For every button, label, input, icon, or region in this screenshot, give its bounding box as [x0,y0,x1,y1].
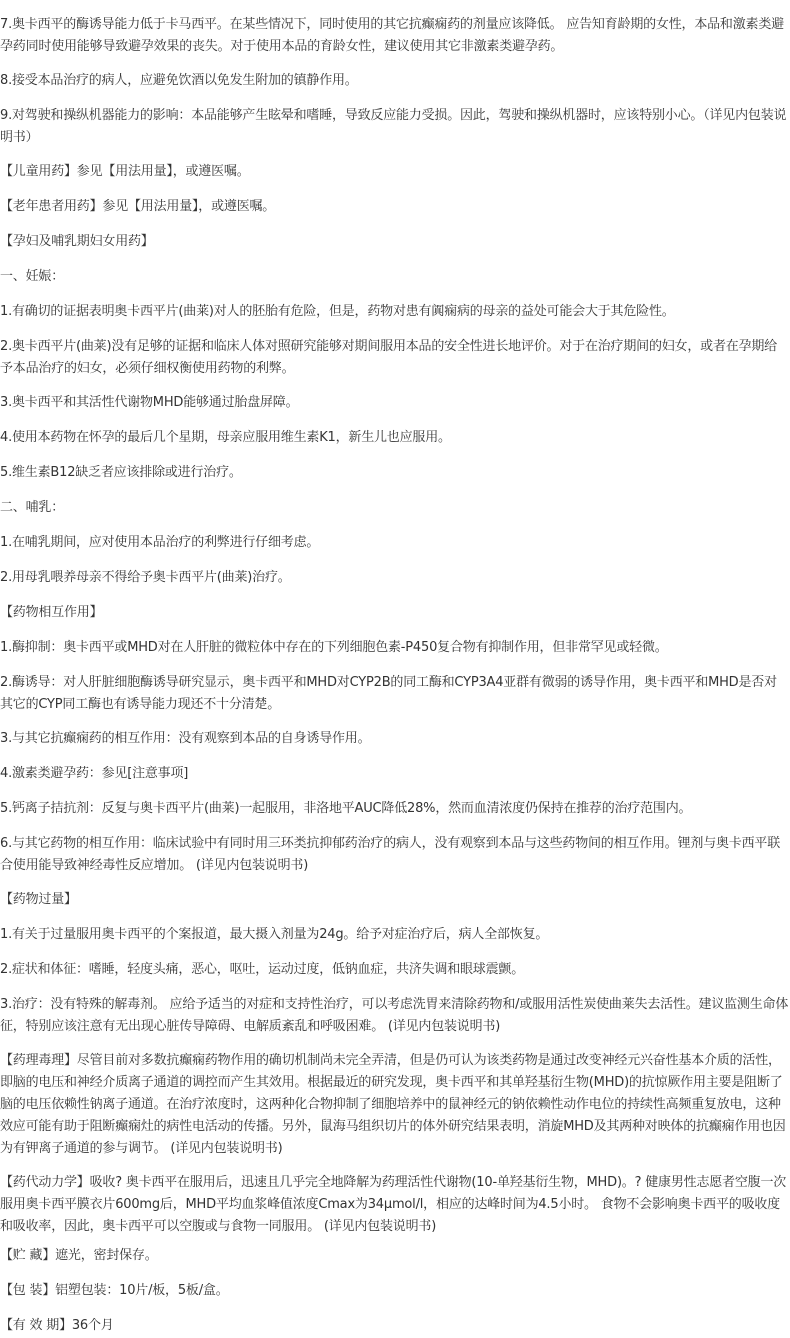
paragraph-note-8-alcohol: 8.接受本品治疗的病人，应避免饮酒以免发生附加的镇静作用。 [0,73,358,88]
paragraph-overdose-2: 2.症状和体征：嗜睡，轻度头痛，恶心，呕吐，运动过度，低钠血症，共济失调和眼球震颤。 [0,962,525,977]
paragraph-pregnancy-4: 4.使用本药物在怀孕的最后几个星期，母亲应服用维生素K1，新生儿也应服用。 [0,430,451,445]
paragraph-interaction-6: 6.与其它药物的相互作用：临床试验中有同时用三环类抗抑郁药治疗的病人，没有观察到本品与这些药物间的相互作用。锂剂与奥卡西平联合使用能导致神经毒性反应增加。 (详见内包装说明书) [0,836,781,873]
paragraph-lactation-1: 1.在哺乳期间，应对使用本品治疗的利弊进行仔细考虑。 [0,535,320,550]
paragraph-pharmacology-toxicology: 【药理毒理】尽管目前对多数抗癫痫药物作用的确切机制尚未完全弄清，但是仍可认为该类药物是通过改变神经元兴奋性基本介质的活性，即脑的电压和神经介质离子通道的调控而产生其效用。根据最近的研究发现，奥卡西平和其单羟基衍生物(MHD)的抗惊厥作用主要是阻断了脑的电压依赖性钠离子通道。在治疗浓度时，这两种化合物抑制了细胞培养中的鼠神经元的钠依赖性动作电位的持续性高频重复放电，这种效应可能有助于阻断癫痫灶的病性电活动的传播。另外，鼠海马组织切片的体外研究结果表明，消旋MHD及其两种对映体的抗癫痫作用也因为有钾离子通道的参与调节。 (详见内包装说明书) [0,1053,786,1156]
paragraph-expiry: 【有 效 期】36个月 [0,1318,114,1333]
subheading-pregnancy: 一、妊娠： [0,269,65,284]
paragraph-pharmacokinetics: 【药代动力学】吸收? 奥卡西平在服用后，迅速且几乎完全地降解为药理活性代谢物(10-单羟基衍生物，MHD)。? 健康男性志愿者空腹一次服用奥卡西平膜衣片600mg后，MHD平均血浆峰值浓度Cmax为34μmol/l，相应的达峰时间为4.5小时。 食物不会影响奥卡西平的吸收度和吸收率，因此，奥卡西平可以空腹或与食物一同服用。 (详见内包装说明书) [0,1175,787,1234]
heading-overdose: 【药物过量】 [0,892,77,907]
heading-pediatric-use: 【儿童用药】参见【用法用量】，或遵医嘱。 [0,164,250,179]
heading-geriatric-use: 【老年患者用药】参见【用法用量】，或遵医嘱。 [0,199,276,214]
paragraph-note-9-driving: 9.对驾驶和操纵机器能力的影响：本品能够产生眩晕和嗜睡，导致反应能力受损。因此，驾驶和操纵机器时，应该特别小心。（详见内包装说明书） [0,108,787,145]
paragraph-interaction-3: 3.与其它抗癫痫药的相互作用：没有观察到本品的自身诱导作用。 [0,731,371,746]
heading-pregnancy-lactation: 【孕妇及哺乳期妇女用药】 [0,234,154,249]
paragraph-packaging: 【包 装】铝塑包装：10片/板，5板/盒。 [0,1283,229,1298]
subheading-lactation: 二、哺乳： [0,500,65,515]
paragraph-overdose-3: 3.治疗：没有特殊的解毒剂。 应给予适当的对症和支持性治疗，可以考虑洗胃来清除药物和/或服用活性炭使曲莱失去活性。建议监测生命体征，特别应该注意有无出现心脏传导障碍、电解质紊乱和呼吸困难。 (详见内包装说明书) [0,997,789,1034]
paragraph-pregnancy-1: 1.有确切的证据表明奥卡西平片(曲莱)对人的胚胎有危险，但是，药物对患有阗痫病的母亲的益处可能会大于其危险性。 [0,304,675,319]
paragraph-interaction-2: 2.酶诱导：对人肝脏细胞酶诱导研究显示，奥卡西平和MHD对CYP2B的同工酶和CYP3A4亚群有微弱的诱导作用，奥卡西平和MHD是否对其它的CYP同工酶也有诱导能力现还不十分清楚。 [0,675,777,712]
paragraph-pregnancy-5: 5.维生素B12缺乏者应该排除或进行治疗。 [0,465,242,480]
paragraph-interaction-1: 1.酶抑制：奥卡西平或MHD对在人肝脏的微粒体中存在的下列细胞色素-P450复合物有抑制作用，但非常罕见或轻微。 [0,640,668,655]
paragraph-pregnancy-2: 2.奥卡西平片(曲莱)没有足够的证据和临床人体对照研究能够对期间服用本品的安全性进长地评价。对于在治疗期间的妇女，或者在孕期给予本品治疗的妇女，必须仔细权衡使用药物的利弊。 [0,339,777,376]
paragraph-lactation-2: 2.用母乳喂养母亲不得给予奥卡西平片(曲莱)治疗。 [0,570,291,585]
paragraph-storage: 【贮 藏】遮光，密封保存。 [0,1248,158,1263]
paragraph-pregnancy-3: 3.奥卡西平和其活性代谢物MHD能够通过胎盘屏障。 [0,395,299,410]
paragraph-overdose-1: 1.有关于过量服用奥卡西平的个案报道，最大摄入剂量为24g。给予对症治疗后，病人全部恢复。 [0,927,549,942]
paragraph-interaction-5: 5.钙离子拮抗剂：反复与奥卡西平片(曲莱)一起服用，非洛地平AUC降低28%，然而血清浓度仍保持在推荐的治疗范围内。 [0,801,692,816]
heading-drug-interactions: 【药物相互作用】 [0,605,103,620]
paragraph-interaction-note-7: 7.奥卡西平的酶诱导能力低于卡马西平。在某些情况下，同时使用的其它抗癫痫药的剂量应该降低。 应告知育龄期的女性，本品和激素类避孕药同时使用能够导致避孕效果的丧失。对于使用本品的育龄女性，建议使用其它非激素类避孕药。 [0,17,784,54]
paragraph-interaction-4: 4.激素类避孕药：参见[注意事项] [0,766,189,781]
